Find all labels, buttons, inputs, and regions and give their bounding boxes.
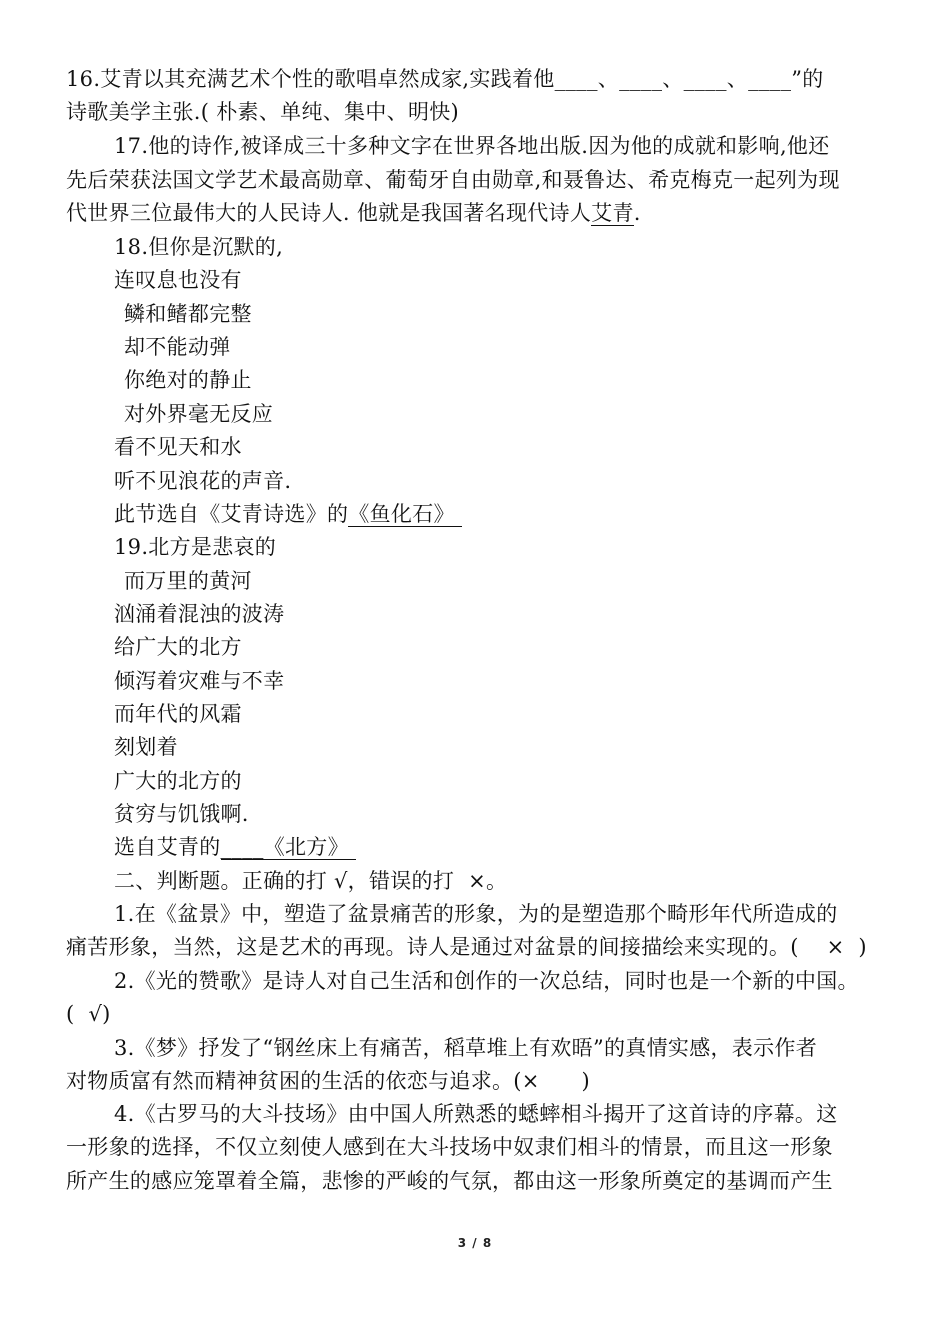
q17-answer: 艾青 bbox=[591, 201, 634, 225]
q18-poem-line: 18.但你是沉默的, bbox=[114, 235, 284, 259]
tf3-line-1: 3.《梦》抒发了“钢丝床上有痛苦，稻草堆上有欢晤”的真情实感，表示作者 bbox=[114, 1036, 818, 1060]
q18-poem-line: 对外界毫无反应 bbox=[124, 402, 274, 426]
tf2-line-1: 2.《光的赞歌》是诗人对自己生活和创作的一次总结，同时也是一个新的中国。 bbox=[114, 969, 859, 993]
q19-poem-line: 倾泻着灾难与不幸 bbox=[114, 669, 285, 693]
q18-poem-line: 你绝对的静止 bbox=[124, 368, 252, 392]
q17-line-1: 17.他的诗作,被译成三十多种文字在世界各地出版.因为他的成就和影响,他还 bbox=[114, 134, 830, 158]
q19-poem-line: 19.北方是悲哀的 bbox=[114, 535, 277, 559]
q16-line-2: 诗歌美学主张.( 朴素、单纯、集中、明快) bbox=[66, 100, 460, 124]
tf4-line-3: 所产生的感应笼罩着全篇，悲惨的严峻的气氛，都由这一形象所奠定的基调而产生 bbox=[66, 1169, 833, 1193]
tf4-line-1: 4.《古罗马的大斗技场》由中国人所熟悉的蟋蟀相斗揭开了这首诗的序幕。这 bbox=[114, 1102, 838, 1126]
q18-source-line: 此节选自《艾青诗选》的《鱼化石》 bbox=[114, 502, 462, 526]
tf1-line-2: 痛苦形象，当然，这是艺术的再现。诗人是通过对盆景的间接描绘来实现的。( × ) bbox=[66, 935, 867, 959]
q19-poem-line: 广大的北方的 bbox=[114, 769, 242, 793]
q16-line-1: 16.艾青以其充满艺术个性的歌唱卓然成家,实践着他____、____、____、____”的 bbox=[66, 67, 824, 91]
q19-poem-line: 汹涌着混浊的波涛 bbox=[114, 602, 285, 626]
q19-source-line: 选自艾青的____《北方》 bbox=[114, 835, 356, 859]
q19-poem-line: 而年代的风霜 bbox=[114, 702, 242, 726]
q18-answer: 《鱼化石》 bbox=[348, 502, 462, 526]
tf1-line-1: 1.在《盆景》中，塑造了盆景痛苦的形象，为的是塑造那个畸形年代所造成的 bbox=[114, 902, 838, 926]
q18-poem-line: 听不见浪花的声音. bbox=[114, 469, 292, 493]
tf3-line-2: 对物质富有然而精神贫困的生活的依恋与追求。(× ) bbox=[66, 1069, 591, 1093]
q17-line-2: 先后荣获法国文学艺术最高勋章、葡萄牙自由勋章,和聂鲁达、希克梅克一起列为现 bbox=[66, 168, 840, 192]
q17-line-3: 代世界三位最伟大的人民诗人. 他就是我国著名现代诗人艾青. bbox=[66, 201, 641, 225]
page-number: 3 / 8 bbox=[457, 1236, 493, 1250]
q19-poem-line: 刻划着 bbox=[114, 735, 178, 759]
q19-poem-line: 贫穷与饥饿啊. bbox=[114, 802, 249, 826]
q19-answer: ____《北方》 bbox=[220, 835, 356, 859]
tf2-line-2: ( √) bbox=[66, 1002, 111, 1026]
q18-poem-line: 却不能动弹 bbox=[124, 335, 231, 359]
q19-poem-line: 给广大的北方 bbox=[114, 635, 242, 659]
section-heading: 二、判断题。正确的打 √，错误的打 ×。 bbox=[114, 869, 508, 893]
q18-poem-line: 连叹息也没有 bbox=[114, 268, 242, 292]
q18-poem-line: 鳞和鳍都完整 bbox=[124, 302, 252, 326]
q19-poem-line: 而万里的黄河 bbox=[124, 569, 252, 593]
tf4-line-2: 一形象的选择，不仅立刻使人感到在大斗技场中奴隶们相斗的情景，而且这一形象 bbox=[66, 1135, 833, 1159]
q18-poem-line: 看不见天和水 bbox=[114, 435, 242, 459]
